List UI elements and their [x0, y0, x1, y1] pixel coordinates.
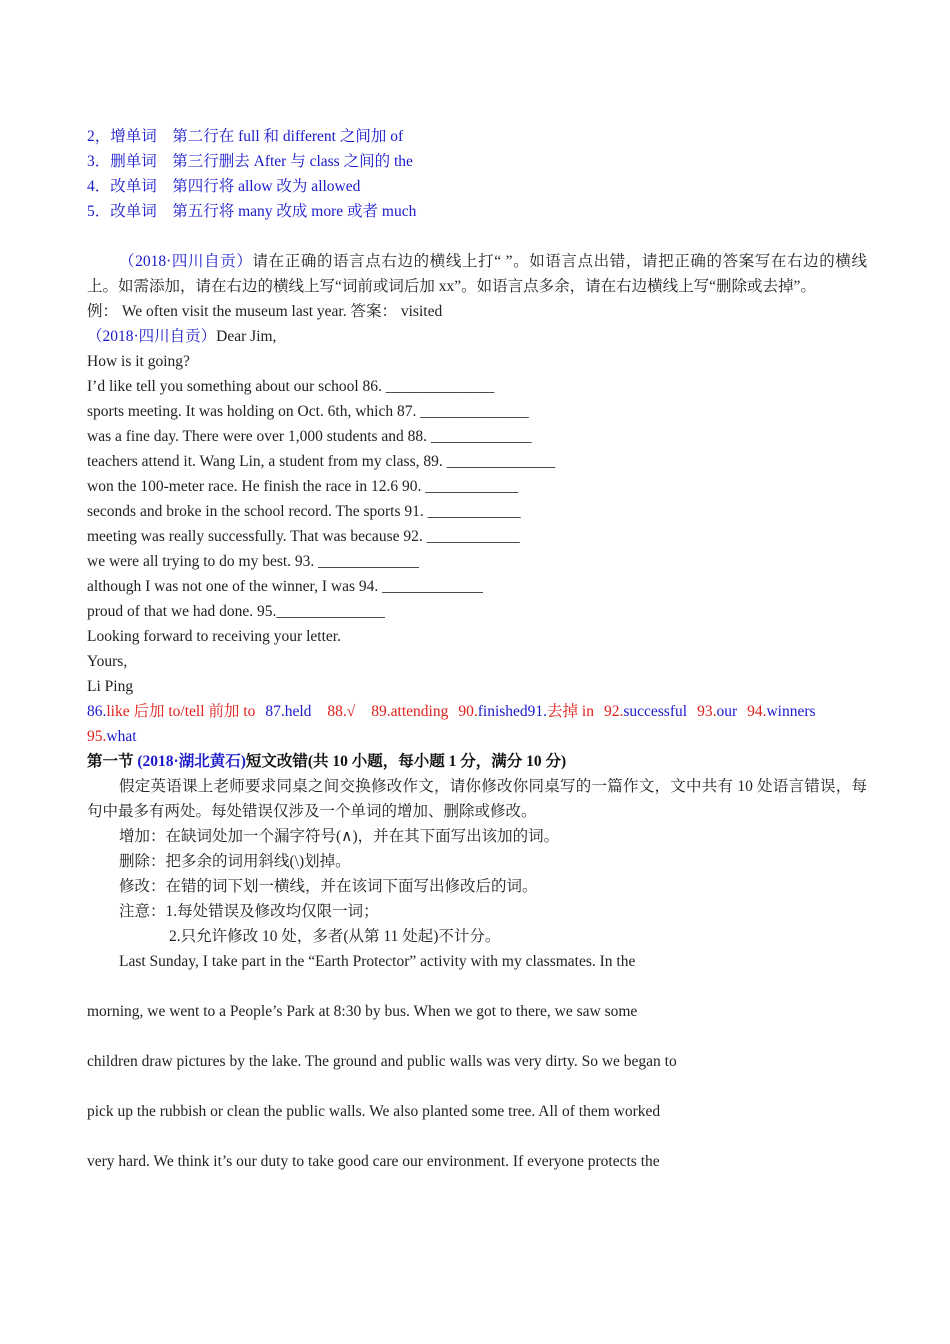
- key-number: 94.: [747, 703, 767, 720]
- key-answer: √: [346, 703, 356, 720]
- section-heading: [87, 749, 867, 774]
- key-answer: held: [284, 703, 312, 720]
- note-2: 2.只允许修改 10 处，多者(从第 11 处起)不计分。: [169, 928, 501, 945]
- letter-line: although I was not one of the winner, I was 94. _____________: [87, 578, 483, 595]
- key-number: 87.: [265, 703, 285, 720]
- answer-key-line-1: [87, 699, 867, 724]
- heading-prefix: 第一节: [87, 753, 138, 770]
- key-answer: our: [716, 703, 738, 720]
- letter-closing: Looking forward to receiving your letter.: [87, 628, 341, 645]
- key-answer: winners: [766, 703, 816, 720]
- letter-greeting: Dear Jim,: [216, 328, 277, 345]
- key-answer: what: [106, 728, 137, 745]
- key-number: 89.: [371, 703, 391, 720]
- heading-source: (2018·湖北黄石): [137, 753, 246, 770]
- letter-greeting-line: [87, 324, 867, 349]
- key-answer: attending: [390, 703, 449, 720]
- rule-add: 增加：在缺词处加一个漏字符号(∧)，并在其下面写出该加的词。: [119, 828, 560, 845]
- key-number: 90.: [458, 703, 478, 720]
- key-answer: successful: [623, 703, 688, 720]
- passage-line: children draw pictures by the lake. The ground and public walls was very dirty. So we began to: [87, 1053, 677, 1070]
- passage-line: morning, we went to a People’s Park at 8:30 by bus. When we got to there, we saw some: [87, 1003, 638, 1020]
- document-page: [87, 124, 867, 1174]
- answer-key-line-2: [87, 724, 867, 749]
- note-1: 注意：1.每处错误及修改均仅限一词；: [119, 903, 379, 920]
- rule-modify: 修改：在错的词下划一横线，并在该词下面写出修改后的词。: [119, 878, 538, 895]
- key-answer: like 后加 to/tell 前加 to: [106, 703, 256, 720]
- letter-line: I’d like tell you something about our school 86. ______________: [87, 378, 495, 395]
- letter-line: proud of that we had done. 95.______________: [87, 603, 385, 620]
- key-number: 95.: [87, 728, 107, 745]
- key-answer: finished: [477, 703, 528, 720]
- letter-line: we were all trying to do my best. 93. _____________: [87, 553, 419, 570]
- sichuan-example: 例： We often visit the museum last year. 答案： visited: [87, 303, 443, 320]
- key-number: 91.: [527, 703, 548, 720]
- letter-signature: Li Ping: [87, 678, 134, 695]
- letter-source: （2018·四川自贡）: [87, 328, 217, 345]
- sichuan-instruction: [87, 249, 867, 299]
- answer-line-2: 2，增单词 第二行在 full 和 different 之间加 of: [87, 128, 404, 145]
- key-number: 88.: [327, 703, 347, 720]
- letter-line: seconds and broke in the school record. The sports 91. ____________: [87, 503, 521, 520]
- letter-line: teachers attend it. Wang Lin, a student from my class, 89. ______________: [87, 453, 556, 470]
- passage-line: Last Sunday, I take part in the “Earth Protector” activity with my classmates. In the: [119, 953, 636, 970]
- sichuan-instruction-text: 请在正确的语言点右边的横线上打“ ”。如语言点出错，请把正确的答案写在右边的横线上。如需添加，请在右边的横线上写“词前或词后加 xx”。如语言点多余，请在右边横线上写“删除或去掉”。: [87, 253, 868, 295]
- letter-line: was a fine day. There were over 1,000 students and 88. _____________: [87, 428, 532, 445]
- letter-line: sports meeting. It was holding on Oct. 6th, which 87. ______________: [87, 403, 529, 420]
- letter-line: meeting was really successfully. That was because 92. ____________: [87, 528, 520, 545]
- key-number: 92.: [603, 703, 624, 720]
- sichuan-source: （2018·四川自贡）: [119, 253, 253, 270]
- letter-signoff: Yours,: [87, 653, 128, 670]
- key-answer: 去掉 in: [547, 703, 594, 720]
- spacer: [87, 224, 867, 249]
- rule-delete: 删除：把多余的词用斜线(\)划掉。: [119, 853, 351, 870]
- key-number: 86.: [87, 703, 107, 720]
- heading-title: 短文改错(共 10 小题，每小题 1 分，满分 10 分): [245, 753, 567, 770]
- passage-line: pick up the rubbish or clean the public walls. We also planted some tree. All of them worked: [87, 1103, 661, 1120]
- answer-line-3: 3．删单词 第三行删去 After 与 class 之间的 the: [87, 153, 413, 170]
- key-number: 93.: [697, 703, 717, 720]
- answer-line-5: 5．改单词 第五行将 many 改成 more 或者 much: [87, 203, 417, 220]
- passage-line: very hard. We think it’s our duty to take good care our environment. If everyone protects the: [87, 1153, 660, 1170]
- letter-line: How is it going?: [87, 353, 190, 370]
- answer-line-4: 4．改单词 第四行将 allow 改为 allowed: [87, 178, 361, 195]
- hubei-intro: 假定英语课上老师要求同桌之间交换修改作文，请你修改你同桌写的一篇作文，文中共有 10 处语言错误，每句中最多有两处。每处错误仅涉及一个单词的增加、删除或修改。: [87, 778, 867, 820]
- letter-line: won the 100-meter race. He finish the race in 12.6 90. ____________: [87, 478, 519, 495]
